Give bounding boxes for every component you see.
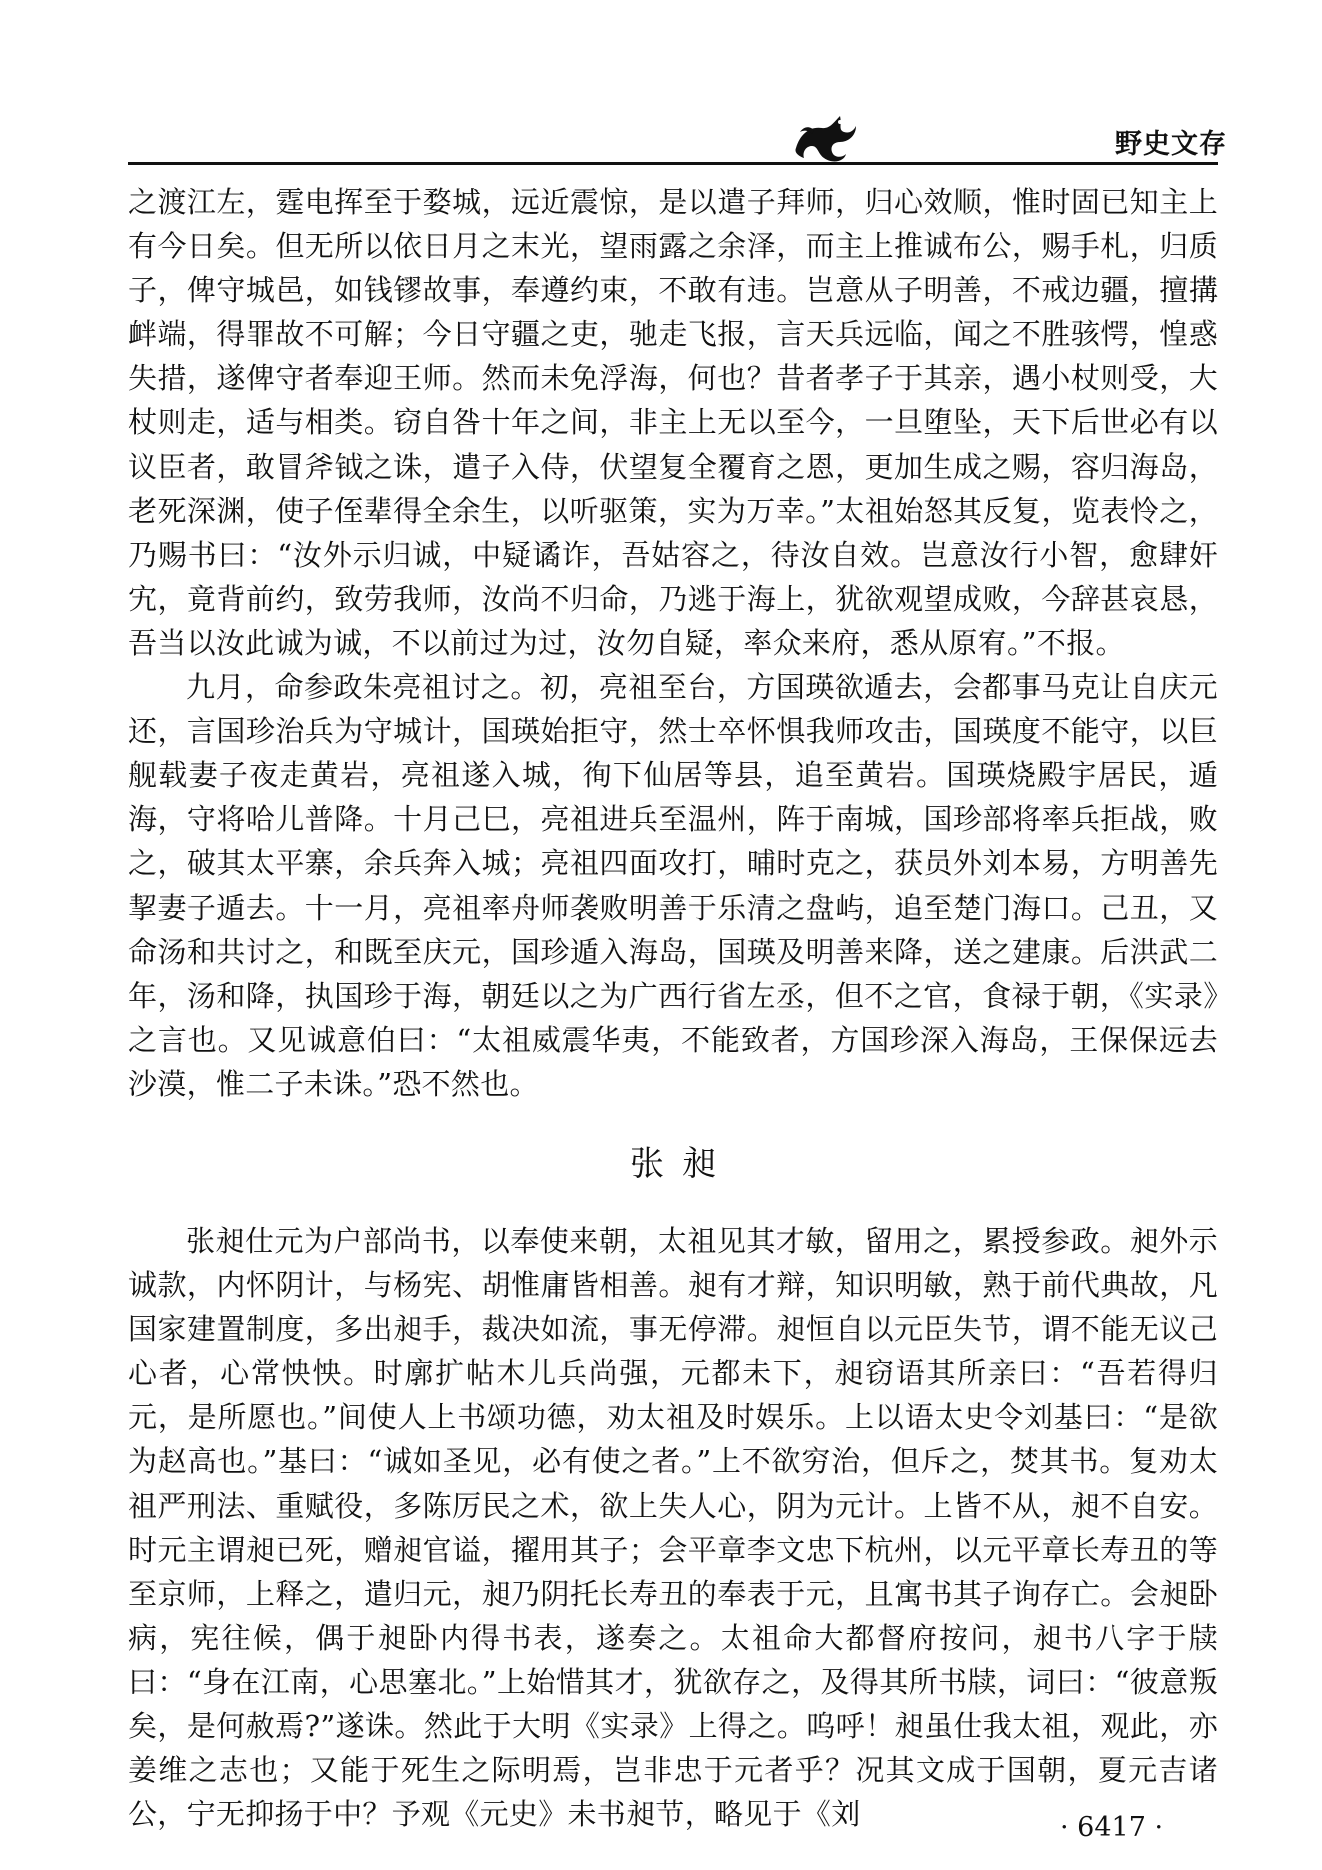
page-header xyxy=(0,0,1322,160)
page-number: · 6417 · xyxy=(1060,1812,1164,1843)
dragon-emblem-icon xyxy=(790,108,858,164)
header-divider xyxy=(128,162,1218,165)
paragraph-continued: 之渡江左，霆电挥至于婺城，远近震惊，是以遣子拜师，归心效顺，惟时固已知主上有今日矣。但无所以依日月之末光，望雨露之余泽，而主上推诚布公，赐手札，归质子，俾守城邑，如钱镠故事，奉遵约束，不敢有违。岂意从子明善，不戒边疆，擅搆衅端，得罪故不可解；今日守疆之吏，驰走飞报，言天兵远临，闻之不胜骇愕，惶惑失措，遂俾守者奉迎王师。然而未免浮海，何也？昔者孝子于其亲，遇小杖则受，大杖则走，适与相类。窃自咎十年之间，非主上无以至今，一旦堕坠，天下后世必有以议臣者，敢冒斧钺之诛，遣子入侍，伏望复全覆育之恩，更加生成之赐，容归海岛，老死深渊，使子侄辈得全余生，以听驱策，实为万幸。”太祖始怒其反复，览表怜之，乃赐书曰：“汝外示归诚，中疑谲诈，吾姑容之，待汝自效。岂意汝行小智，愈肆奸宄，竟背前约，致劳我师，汝尚不归命，乃逃于海上，犹欲观望成败，今辞甚哀恳，吾当以汝此诚为诚，不以前过为过，汝勿自疑，率众来府，悉从原宥。”不报。 xyxy=(128,185,1218,660)
section-title: 张昶 xyxy=(630,1143,734,1184)
section-paragraph: 张昶仕元为户部尚书，以奉使来朝，太祖见其才敏，留用之，累授参政。昶外示诚款，内怀阴计，与杨宪、胡惟庸皆相善。昶有才辩，知识明敏，熟于前代典故，凡国家建置制度，多出昶手，裁决如流，事无停滞。昶恒自以元臣失节，谓不能无议己心者，心常怏怏。时廓扩帖木儿兵尚强，元都未下，昶窃语其所亲曰：“吾若得归元，是所愿也。”间使人上书颂功德，劝太祖及时娱乐。上以语太史令刘基曰：“是欲为赵高也。”基曰：“诚如圣见，必有使之者。”上不欲穷治，但斥之，焚其书。复劝太祖严刑法、重赋役，多陈厉民之术，欲上失人心，阴为元计。上皆不从，昶不自安。时元主谓昶已死，赠昶官谥，擢用其子；会平章李文忠下杭州，以元平章长寿丑的等至京师，上释之，遣归元，昶乃阴托长寿丑的奉表于元，且寓书其子询存亡。会昶卧病，宪往候，偶于昶卧内得书表，遂奏之。太祖命大都督府按问，昶书八字于牍曰：“身在江南，心思塞北。”上始惜其才，犹欲存之，及得其所书牍，词曰：“彼意叛矣，是何赦焉?”遂诛。然此于大明《实录》上得之。呜呼！昶虽仕我太祖，观此，亦姜维之志也；又能于死生之际明焉，岂非忠于元者乎？况其文成于国朝，夏元吉诸公，宁无抑扬于中？予观《元史》未书昶节，略见于《刘 xyxy=(128,1223,1218,1832)
page-body xyxy=(128,180,1218,1836)
header-title: 野史文存 xyxy=(1115,129,1227,160)
paragraph: 九月，命参政朱亮祖讨之。初，亮祖至台，方国瑛欲遁去，会都事马克让自庆元还，言国珍治兵为守城计，国瑛始拒守，然士卒怀惧我师攻击，国瑛度不能守，以巨舰载妻子夜走黄岩，亮祖遂入城，徇下仙居等县，追至黄岩。国瑛烧殿宇居民，遁海，守将哈儿普降。十月己巳，亮祖进兵至温州，阵于南城，国珍部将率兵拒战，败之，破其太平寨，余兵奔入城；亮祖四面攻打，晡时克之，获员外刘本易，方明善先挈妻子遁去。十一月，亮祖率舟师袭败明善于乐清之盘屿，追至楚门海口。己丑，又命汤和共讨之，和既至庆元，国珍遁入海岛，国瑛及明善来降，送之建康。后洪武二年，汤和降，执国珍于海，朝廷以之为广西行省左丞，但不之官，食禄于朝，《实录》之言也。又见诚意伯曰：“太祖威震华夷，不能致者，方国珍深入海岛，王保保远去沙漠，惟二子未诛。”恐不然也。 xyxy=(128,670,1218,1101)
